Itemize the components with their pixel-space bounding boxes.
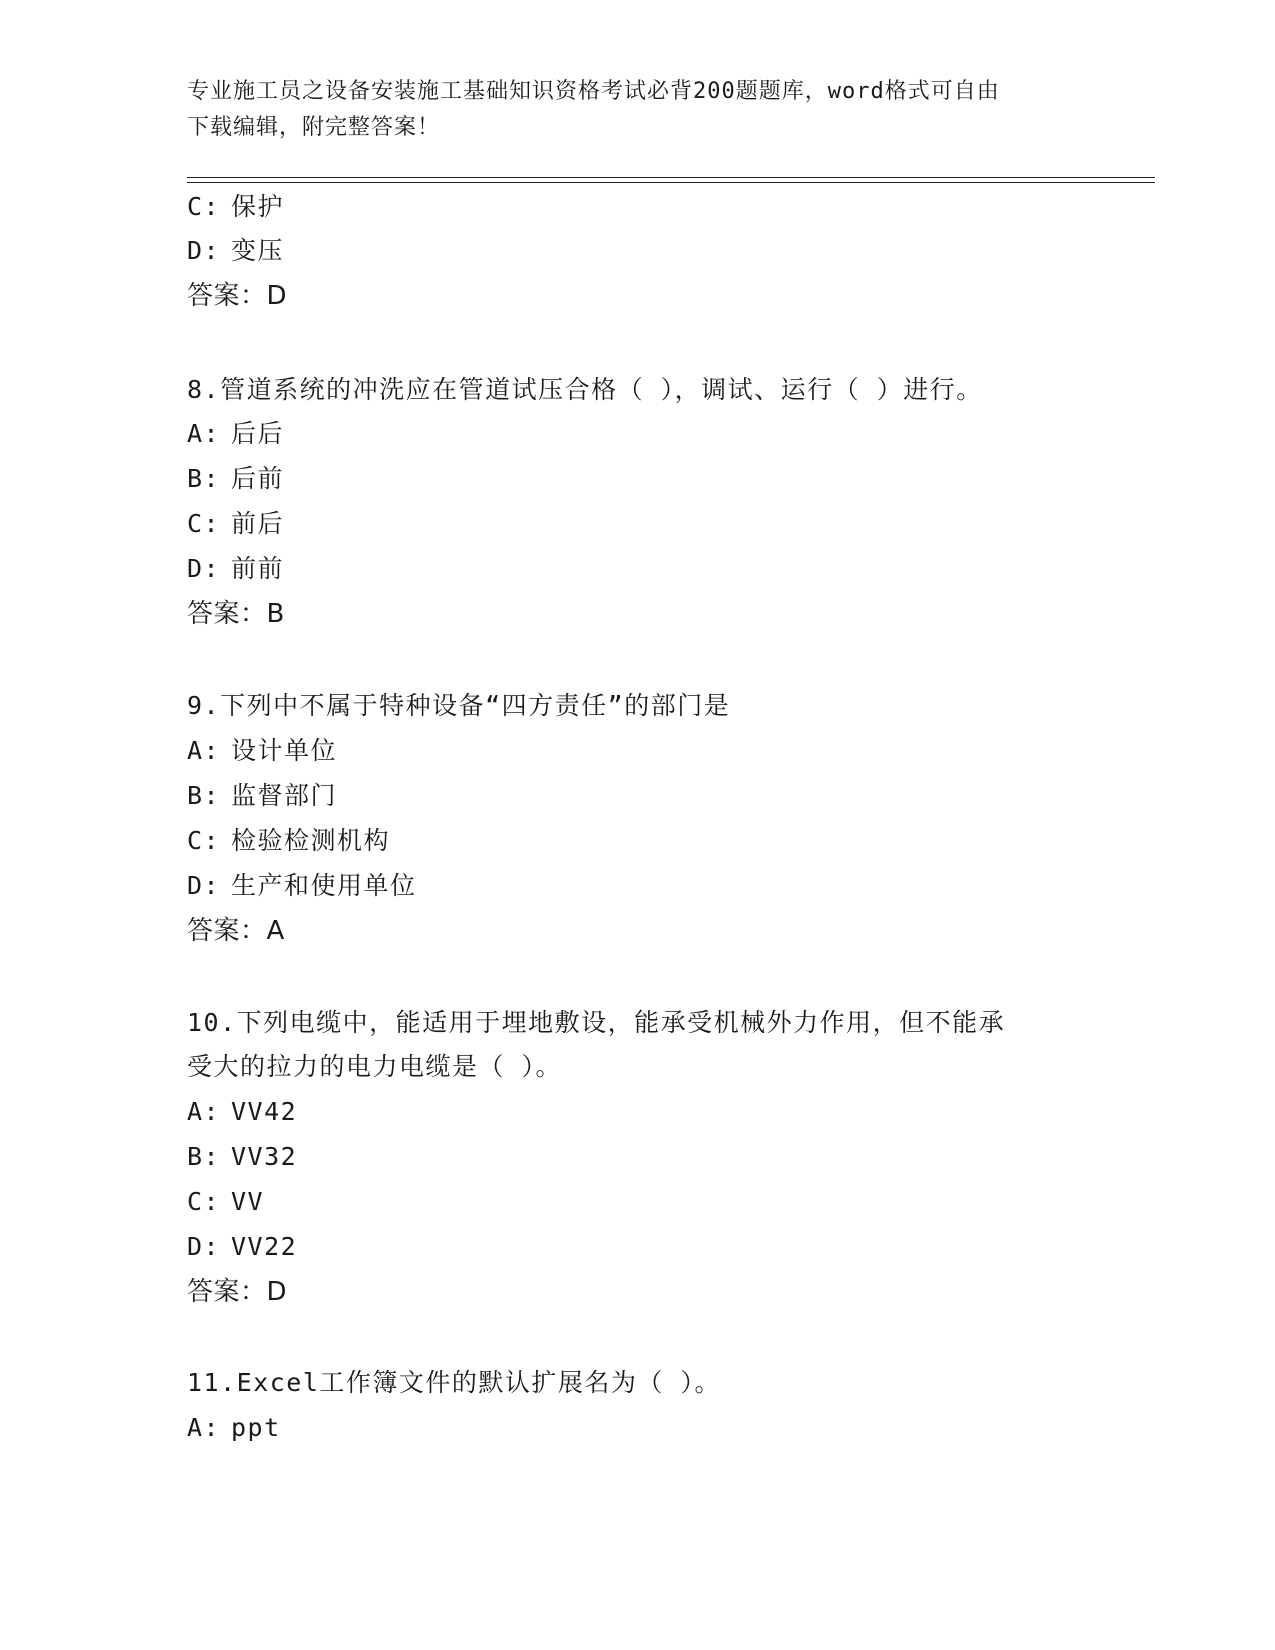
- option-text: 前后: [231, 509, 285, 538]
- option-key: C:: [187, 509, 221, 538]
- option-text: VV22: [231, 1232, 298, 1261]
- option-text: ppt: [231, 1413, 281, 1442]
- q9-answer: 答案：A: [187, 916, 285, 946]
- option-key: C:: [187, 826, 221, 855]
- option-text: VV32: [231, 1142, 298, 1171]
- header-line-1: 专业施工员之设备安装施工基础知识资格考试必背200题题库，word格式可自由: [187, 79, 1000, 104]
- option-text: 后前: [231, 464, 285, 493]
- q10-option-b: [187, 1141, 297, 1173]
- option-key: D:: [187, 554, 221, 583]
- option-key: A:: [187, 419, 221, 448]
- option-text: 变压: [231, 236, 285, 265]
- q10-option-d: [187, 1231, 297, 1263]
- document-header: [187, 74, 1087, 146]
- q8-option-d: [187, 553, 284, 585]
- option-key: D:: [187, 236, 221, 265]
- option-key: A:: [187, 1413, 221, 1442]
- option-text: 生产和使用单位: [231, 871, 417, 900]
- option-key: C:: [187, 192, 221, 221]
- q9-option-d: [187, 870, 417, 902]
- q9-option-a: [187, 735, 337, 767]
- q7-answer: 答案：D: [187, 281, 288, 311]
- option-text: 监督部门: [231, 781, 338, 810]
- q9-option-c: [187, 825, 390, 857]
- option-text: VV42: [231, 1097, 298, 1126]
- option-key: D:: [187, 1232, 221, 1261]
- header-divider-bottom: [187, 182, 1155, 183]
- q8-stem: 8.管道系统的冲洗应在管道试压合格（ ），调试、运行（ ）进行。: [187, 375, 983, 404]
- q8-option-a: [187, 418, 284, 450]
- header-divider-top: [187, 177, 1155, 178]
- option-text: 后后: [231, 419, 285, 448]
- q9-stem: 9.下列中不属于特种设备“四方责任”的部门是: [187, 691, 731, 720]
- q11-option-a: [187, 1412, 281, 1444]
- q10-option-a: [187, 1096, 297, 1128]
- q10-stem-line-1: 10.下列电缆中，能适用于埋地敷设，能承受机械外力作用，但不能承: [187, 1008, 1006, 1037]
- header-line-2: 下载编辑，附完整答案！: [187, 115, 441, 140]
- q7-option-c: [187, 191, 284, 223]
- option-text: 设计单位: [231, 736, 338, 765]
- q8-answer: 答案：B: [187, 599, 285, 629]
- q10-option-c: [187, 1186, 264, 1218]
- q9-option-b: [187, 780, 337, 812]
- q11-stem: 11.Excel工作簿文件的默认扩展名为（ ）。: [187, 1368, 721, 1397]
- option-key: D:: [187, 871, 221, 900]
- option-key: A:: [187, 736, 221, 765]
- option-text: 前前: [231, 554, 285, 583]
- option-key: B:: [187, 464, 221, 493]
- option-key: B:: [187, 781, 221, 810]
- option-text: 检验检测机构: [231, 826, 391, 855]
- option-key: A:: [187, 1097, 221, 1126]
- option-key: B:: [187, 1142, 221, 1171]
- option-text: 保护: [231, 192, 285, 221]
- q10-stem-line-2: 受大的拉力的电力电缆是（ ）。: [187, 1052, 563, 1081]
- q8-option-b: [187, 463, 284, 495]
- q8-option-c: [187, 508, 284, 540]
- option-text: VV: [231, 1187, 265, 1216]
- option-key: C:: [187, 1187, 221, 1216]
- q7-option-d: [187, 235, 284, 267]
- q10-answer: 答案：D: [187, 1277, 288, 1307]
